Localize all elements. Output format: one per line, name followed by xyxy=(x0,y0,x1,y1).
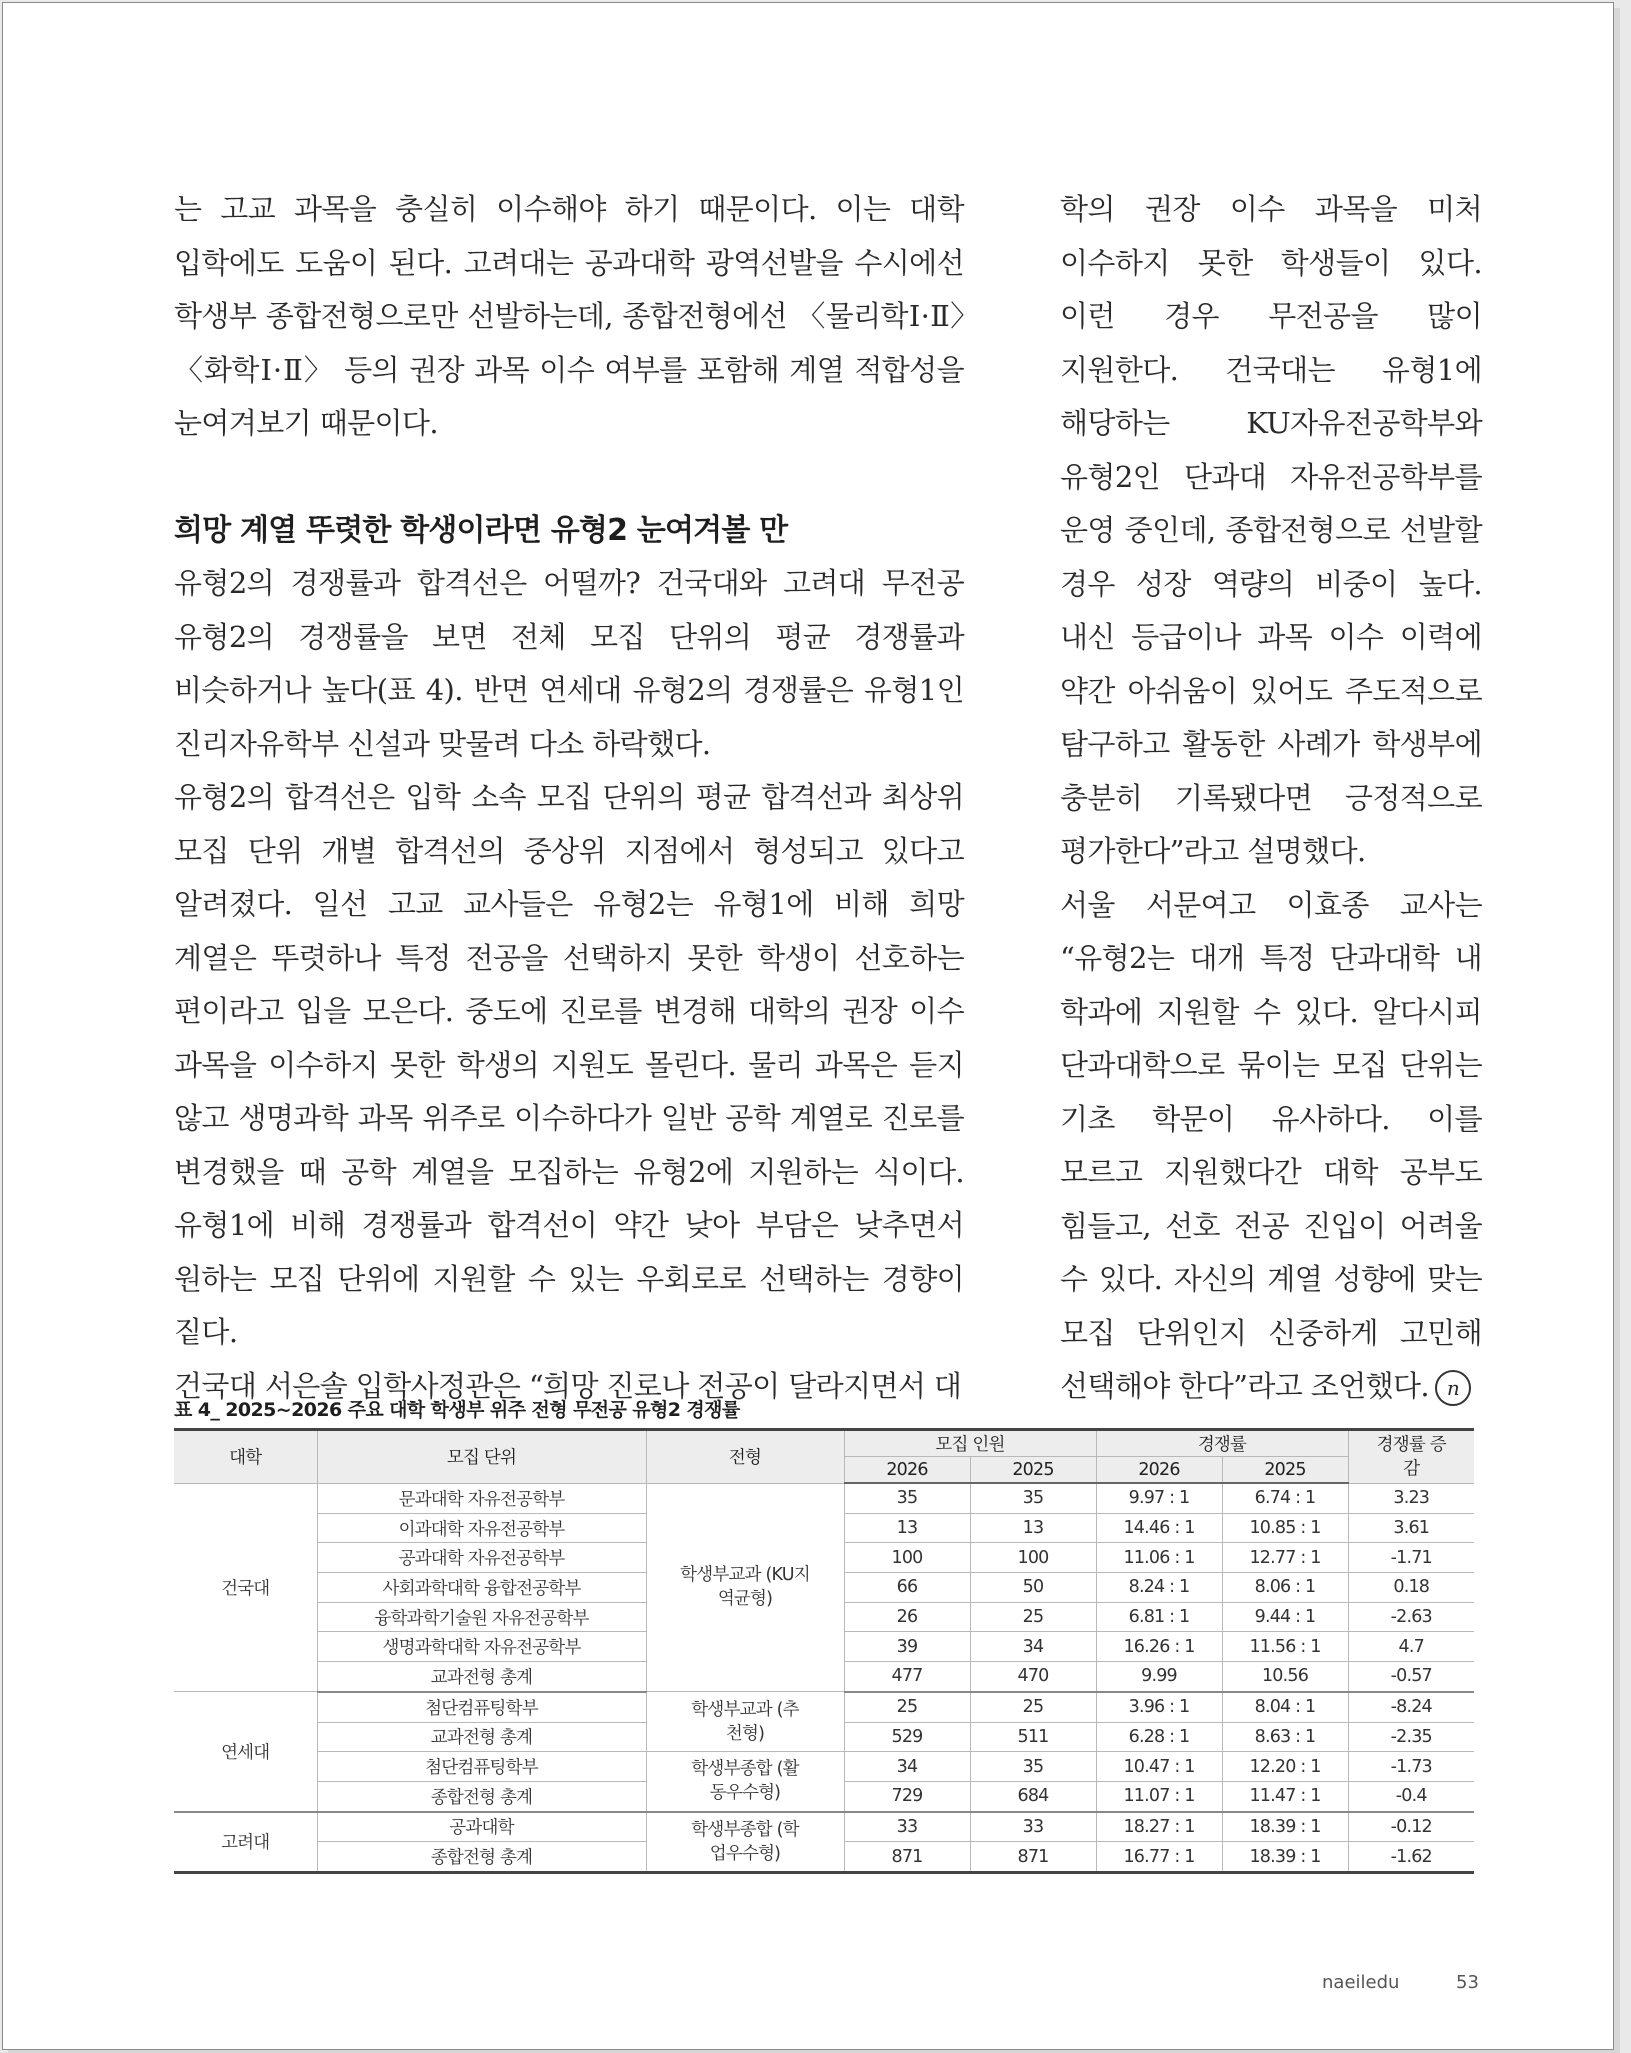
rate-2026-cell: 11.06 : 1 xyxy=(1096,1543,1222,1573)
rate-2025-cell: 9.44 : 1 xyxy=(1222,1602,1348,1632)
change-cell: 4.7 xyxy=(1348,1632,1474,1662)
article-end-mark-icon: n xyxy=(1435,1370,1471,1406)
magazine-page xyxy=(2,2,1614,2050)
header-rate-2026: 2026 xyxy=(1096,1457,1222,1484)
body-paragraph: 학의 권장 이수 과목을 미처 이수하지 못한 학생들이 있다. 이런 경우 무전공을 많이 지원한다. 건국대는 유형1에 해당하는 KU자유전공학부와 유형2인 단과대 자유전공학부를 운영 중인데, 종합전형으로 선발할 경우 성장 역량의 비중이 높다. 내신 등급이나 과목 이수 이력에 약간 아쉬움이 있어도 주도적으로 탐구하고 활동한 사례가 학생부에 충분히 기록됐다면 긍정적으로 평가한다”라고 설명했다. xyxy=(1060,192,1482,868)
body-paragraph: 유형2의 경쟁률과 합격선은 어떨까? 건국대와 고려대 무전공 유형2의 경쟁률을 보면 전체 모집 단위의 평균 경쟁률과 비슷하거나 높다(표 4). 반면 연세대 유형2의 경쟁률은 유형1인 진리자유학부 신설과 맞물려 다소 하락했다. xyxy=(174,566,964,761)
rate-2026-cell: 6.28 : 1 xyxy=(1096,1722,1222,1752)
rate-2025-cell: 8.63 : 1 xyxy=(1222,1722,1348,1752)
rate-2025-cell: 8.04 : 1 xyxy=(1222,1692,1348,1722)
unit-cell: 문과대학 자유전공학부 xyxy=(317,1483,646,1513)
university-cell: 고려대 xyxy=(174,1812,317,1873)
unit-cell: 공과대학 자유전공학부 xyxy=(317,1543,646,1573)
header-unit: 모집 단위 xyxy=(317,1430,646,1484)
change-cell: 3.61 xyxy=(1348,1513,1474,1543)
quota-2025-cell: 35 xyxy=(970,1752,1096,1782)
unit-cell: 종합전형 총계 xyxy=(317,1842,646,1873)
rate-2025-cell: 6.74 : 1 xyxy=(1222,1483,1348,1513)
change-cell: -1.73 xyxy=(1348,1752,1474,1782)
page-number: 53 xyxy=(1456,1972,1479,1993)
track-cell: 학생부종합 (학업우수형) xyxy=(646,1812,844,1873)
quota-2026-cell: 729 xyxy=(844,1781,970,1811)
rate-2026-cell: 3.96 : 1 xyxy=(1096,1692,1222,1722)
quota-2026-cell: 529 xyxy=(844,1722,970,1752)
quota-2025-cell: 100 xyxy=(970,1543,1096,1573)
rate-2025-cell: 11.47 : 1 xyxy=(1222,1781,1348,1811)
quota-2025-cell: 13 xyxy=(970,1513,1096,1543)
header-rate-2025: 2025 xyxy=(1222,1457,1348,1484)
track-cell: 학생부교과 (KU지역균형) xyxy=(646,1483,844,1692)
paragraph-spacer xyxy=(174,451,964,504)
header-quota-2025: 2025 xyxy=(970,1457,1096,1484)
rate-2025-cell: 18.39 : 1 xyxy=(1222,1812,1348,1842)
change-cell: -1.62 xyxy=(1348,1842,1474,1873)
rate-2025-cell: 10.85 : 1 xyxy=(1222,1513,1348,1543)
change-cell: -8.24 xyxy=(1348,1692,1474,1722)
footer-brand: naeiledu xyxy=(1322,1972,1400,1993)
quota-2025-cell: 871 xyxy=(970,1842,1096,1873)
rate-2025-cell: 10.56 xyxy=(1222,1662,1348,1692)
header-quota: 모집 인원 xyxy=(844,1430,1096,1457)
table-row xyxy=(174,1752,1474,1782)
change-cell: 3.23 xyxy=(1348,1483,1474,1513)
quota-2025-cell: 50 xyxy=(970,1573,1096,1603)
change-cell: 0.18 xyxy=(1348,1573,1474,1603)
quota-2026-cell: 13 xyxy=(844,1513,970,1543)
track-cell: 학생부교과 (추천형) xyxy=(646,1692,844,1752)
rate-2026-cell: 9.97 : 1 xyxy=(1096,1483,1222,1513)
quota-2026-cell: 871 xyxy=(844,1842,970,1873)
table-row xyxy=(174,1483,1474,1513)
rate-2026-cell: 14.46 : 1 xyxy=(1096,1513,1222,1543)
rate-2026-cell: 6.81 : 1 xyxy=(1096,1602,1222,1632)
header-rate: 경쟁률 xyxy=(1096,1430,1348,1457)
body-paragraph: 는 고교 과목을 충실히 이수해야 하기 때문이다. 이는 대학 입학에도 도움이 된다. 고려대는 공과대학 광역선발을 수시에선 학생부 종합전형으로만 선발하는데, 종합전형에선 〈물리학Ⅰ·Ⅱ〉〈화학Ⅰ·Ⅱ〉 등의 권장 과목 이수 여부를 포함해 계열 적합성을 눈여겨보기 때문이다. xyxy=(174,192,964,440)
left-column xyxy=(174,183,964,1413)
unit-cell: 교과전형 총계 xyxy=(317,1722,646,1752)
rate-2025-cell: 12.20 : 1 xyxy=(1222,1752,1348,1782)
change-cell: -2.35 xyxy=(1348,1722,1474,1752)
change-cell: -0.4 xyxy=(1348,1781,1474,1811)
rate-2026-cell: 9.99 xyxy=(1096,1662,1222,1692)
track-cell: 학생부종합 (활동우수형) xyxy=(646,1752,844,1812)
quota-2025-cell: 34 xyxy=(970,1632,1096,1662)
rate-2025-cell: 18.39 : 1 xyxy=(1222,1842,1348,1873)
table-caption: 표 4_ 2025~2026 주요 대학 학생부 위주 전형 무전공 유형2 경쟁률 xyxy=(174,1399,740,1421)
quota-2026-cell: 34 xyxy=(844,1752,970,1782)
rate-2025-cell: 11.56 : 1 xyxy=(1222,1632,1348,1662)
rate-2025-cell: 8.06 : 1 xyxy=(1222,1573,1348,1603)
unit-cell: 이과대학 자유전공학부 xyxy=(317,1513,646,1543)
unit-cell: 교과전형 총계 xyxy=(317,1662,646,1692)
rate-2026-cell: 16.26 : 1 xyxy=(1096,1632,1222,1662)
rate-2026-cell: 18.27 : 1 xyxy=(1096,1812,1222,1842)
header-quota-2026: 2026 xyxy=(844,1457,970,1484)
unit-cell: 융학과학기술원 자유전공학부 xyxy=(317,1602,646,1632)
header-university: 대학 xyxy=(174,1430,317,1484)
university-cell: 연세대 xyxy=(174,1692,317,1812)
body-paragraph xyxy=(1060,879,1482,1414)
quota-2025-cell: 470 xyxy=(970,1662,1096,1692)
rate-2026-cell: 10.47 : 1 xyxy=(1096,1752,1222,1782)
body-paragraph: 건국대 서은솔 입학사정관은 “희망 진로나 전공이 달라지면서 대 xyxy=(174,1368,962,1403)
quota-2026-cell: 35 xyxy=(844,1483,970,1513)
unit-cell: 종합전형 총계 xyxy=(317,1781,646,1811)
quota-2026-cell: 33 xyxy=(844,1812,970,1842)
change-cell: -2.63 xyxy=(1348,1602,1474,1632)
header-track: 전형 xyxy=(646,1430,844,1484)
rate-2026-cell: 8.24 : 1 xyxy=(1096,1573,1222,1603)
quota-2025-cell: 33 xyxy=(970,1812,1096,1842)
section-heading: 희망 계열 뚜렷한 학생이라면 유형2 눈여겨볼 만 xyxy=(174,512,788,548)
quota-2025-cell: 35 xyxy=(970,1483,1096,1513)
header-change: 경쟁률 증감 xyxy=(1348,1430,1474,1484)
change-cell: -0.12 xyxy=(1348,1812,1474,1842)
quota-2026-cell: 100 xyxy=(844,1543,970,1573)
quota-2025-cell: 684 xyxy=(970,1781,1096,1811)
quota-2025-cell: 25 xyxy=(970,1692,1096,1722)
quota-2026-cell: 26 xyxy=(844,1602,970,1632)
quota-2025-cell: 511 xyxy=(970,1722,1096,1752)
body-paragraph-text: 서울 서문여고 이효종 교사는 “유형2는 대개 특정 단과대학 내 학과에 지원할 수 있다. 알다시피 단과대학으로 묶이는 모집 단위는 기초 학문이 유사하다. 이를 모르고 지원했다간 대학 공부도 힘들고, 선호 전공 진입이 어려울 수 있다. 자신의 계열 성향에 맞는 모집 단위인지 신중하게 고민해 선택해야 한다”라고 조언했다. xyxy=(1060,887,1482,1403)
quota-2026-cell: 39 xyxy=(844,1632,970,1662)
change-cell: -1.71 xyxy=(1348,1543,1474,1573)
unit-cell: 공과대학 xyxy=(317,1812,646,1842)
rate-2026-cell: 16.77 : 1 xyxy=(1096,1842,1222,1873)
unit-cell: 첨단컴퓨팅학부 xyxy=(317,1752,646,1782)
rate-2026-cell: 11.07 : 1 xyxy=(1096,1781,1222,1811)
right-column xyxy=(1060,183,1482,1414)
table-row xyxy=(174,1692,1474,1722)
quota-2025-cell: 25 xyxy=(970,1602,1096,1632)
rate-2025-cell: 12.77 : 1 xyxy=(1222,1543,1348,1573)
body-paragraph: 유형2의 합격선은 입학 소속 모집 단위의 평균 합격선과 최상위 모집 단위 개별 합격선의 중상위 지점에서 형성되고 있다고 알려졌다. 일선 고교 교사들은 유형2는 유형1에 비해 희망 계열은 뚜렷하나 특정 전공을 선택하지 못한 학생이 선호하는 편이라고 입을 모은다. 중도에 진로를 변경해 대학의 권장 이수 과목을 이수하지 못한 학생의 지원도 몰린다. 물리 과목은 듣지 않고 생명과학 과목 위주로 이수하다가 일반 공학 계열로 진로를 변경했을 때 공학 계열을 모집하는 유형2에 지원하는 식이다. 유형1에 비해 경쟁률과 합격선이 약간 낮아 부담은 낮추면서 원하는 모집 단위에 지원할 수 있는 우회로로 선택하는 경향이 짙다. xyxy=(174,780,964,1349)
quota-2026-cell: 66 xyxy=(844,1573,970,1603)
unit-cell: 사회과학대학 융합전공학부 xyxy=(317,1573,646,1603)
quota-2026-cell: 477 xyxy=(844,1662,970,1692)
university-cell: 건국대 xyxy=(174,1483,317,1692)
competition-rate-table xyxy=(174,1428,1474,1874)
table-row xyxy=(174,1812,1474,1842)
quota-2026-cell: 25 xyxy=(844,1692,970,1722)
unit-cell: 생명과학대학 자유전공학부 xyxy=(317,1632,646,1662)
unit-cell: 첨단컴퓨팅학부 xyxy=(317,1692,646,1722)
change-cell: -0.57 xyxy=(1348,1662,1474,1692)
